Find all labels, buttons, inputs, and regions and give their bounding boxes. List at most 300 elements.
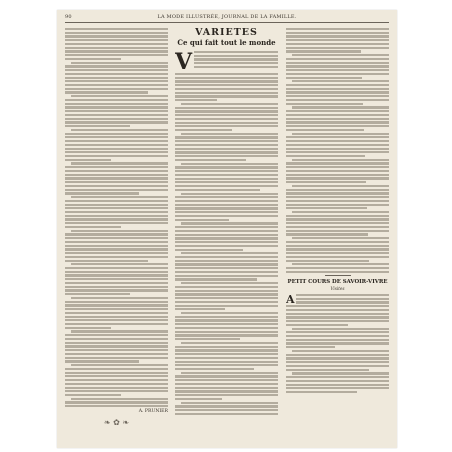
- text-line: [175, 293, 278, 295]
- text-line: [65, 65, 168, 67]
- text-line: [286, 174, 389, 176]
- text-line: [286, 121, 389, 123]
- text-line: [292, 54, 389, 56]
- text-line: [65, 233, 168, 235]
- text-line: [286, 354, 389, 356]
- text-line: [286, 313, 389, 315]
- text-line: [175, 331, 278, 333]
- text-line: [286, 62, 389, 64]
- text-line: [65, 342, 168, 344]
- text-line: [286, 110, 389, 112]
- text-line: [65, 185, 168, 187]
- text-line: [65, 293, 130, 295]
- text-line: [175, 189, 260, 191]
- text-line: [286, 339, 389, 341]
- text-line: [71, 297, 168, 299]
- text-line: [65, 338, 168, 340]
- text-line: [65, 274, 168, 276]
- text-line: [175, 353, 278, 355]
- text-line: [175, 84, 278, 86]
- text-line: [296, 294, 389, 296]
- text-line: [292, 159, 389, 161]
- text-line: [286, 118, 389, 120]
- text-line: [286, 215, 389, 217]
- text-line: [71, 129, 168, 131]
- text-line: [175, 349, 278, 351]
- text-line: [286, 95, 389, 97]
- text-line: [286, 43, 389, 45]
- text-line: [175, 129, 232, 131]
- text-line: [65, 77, 168, 79]
- text-line: [292, 328, 389, 330]
- text-line: [175, 394, 278, 396]
- text-line: [286, 248, 389, 250]
- text-line: [65, 360, 139, 362]
- text-line: [71, 162, 168, 164]
- text-line: [286, 196, 389, 198]
- text-line: [175, 364, 278, 366]
- text-line: [286, 47, 389, 49]
- tailpiece-ornament: ❧ ✿ ❧: [103, 417, 130, 427]
- text-line: [65, 140, 168, 142]
- text-line: [175, 275, 278, 277]
- text-line: [175, 219, 229, 221]
- text-line: [286, 166, 389, 168]
- text-line: [65, 319, 168, 321]
- header-rule: [65, 22, 389, 23]
- text-column-middle: [175, 28, 278, 438]
- text-line: [65, 308, 168, 310]
- text-line: [175, 286, 278, 288]
- text-line: [71, 364, 168, 366]
- text-line: [175, 398, 222, 400]
- text-line: [175, 148, 278, 150]
- text-line: [286, 245, 389, 247]
- text-column-right: [286, 28, 389, 438]
- text-line: [175, 319, 278, 321]
- text-line: [65, 211, 168, 213]
- text-line: [175, 110, 278, 112]
- text-line: [65, 28, 168, 30]
- text-line: [65, 394, 121, 396]
- text-line: [65, 401, 168, 403]
- text-line: [65, 58, 121, 60]
- text-line: [65, 215, 168, 217]
- text-line: [175, 237, 278, 239]
- text-line: [181, 103, 278, 105]
- text-line: [65, 88, 168, 90]
- text-line: [292, 106, 389, 108]
- text-line: [292, 211, 389, 213]
- text-line: [286, 151, 389, 153]
- text-line: [65, 316, 168, 318]
- text-line: [286, 65, 389, 67]
- text-line: [175, 405, 278, 407]
- text-line: [286, 305, 389, 307]
- text-line: [65, 304, 168, 306]
- text-line: [286, 77, 362, 79]
- text-line: [175, 409, 278, 411]
- text-line: [175, 278, 257, 280]
- text-line: [65, 323, 168, 325]
- text-line: [175, 151, 278, 153]
- text-line: [65, 353, 168, 355]
- text-line: [71, 263, 168, 265]
- text-line: [65, 106, 168, 108]
- running-header: [65, 14, 389, 21]
- text-line: [175, 77, 278, 79]
- text-line: [181, 222, 278, 224]
- text-line: [65, 73, 168, 75]
- text-line: [65, 204, 168, 206]
- text-line: [65, 84, 168, 86]
- text-line: [65, 80, 168, 82]
- text-line: [194, 58, 278, 60]
- text-line: [286, 218, 389, 220]
- text-line: [286, 226, 389, 228]
- text-line: [65, 312, 168, 314]
- text-line: [194, 55, 278, 57]
- text-line: [65, 181, 168, 183]
- text-line: [175, 379, 278, 381]
- text-line: [286, 99, 389, 101]
- text-line: [65, 103, 168, 105]
- text-line: [286, 144, 389, 146]
- text-line: [286, 200, 389, 202]
- text-line: [65, 252, 168, 254]
- text-line: [194, 62, 278, 64]
- text-line: [286, 69, 389, 71]
- text-line: [65, 47, 168, 49]
- text-line: [175, 323, 278, 325]
- text-line: [175, 181, 278, 183]
- text-line: [181, 163, 278, 165]
- text-line: [65, 390, 168, 392]
- text-line: [65, 50, 168, 52]
- text-line: [71, 398, 168, 400]
- text-line: [65, 133, 168, 135]
- text-line: [65, 267, 168, 269]
- text-line: [175, 249, 243, 251]
- text-line: [181, 282, 278, 284]
- text-line: [194, 51, 278, 53]
- text-line: [71, 196, 168, 198]
- text-line: [65, 174, 168, 176]
- text-line: [175, 267, 278, 269]
- text-line: [65, 170, 168, 172]
- text-line: [286, 309, 389, 311]
- text-line: [65, 91, 148, 93]
- text-line: [175, 144, 278, 146]
- text-line: [292, 185, 389, 187]
- section-subtitle: Ce qui fait tout le monde: [177, 38, 276, 47]
- text-line: [175, 383, 278, 385]
- text-line: [175, 107, 278, 109]
- text-line: [175, 297, 278, 299]
- text-line: [65, 226, 121, 228]
- text-line: [175, 338, 240, 340]
- text-line: [175, 290, 278, 292]
- text-line: [286, 204, 389, 206]
- text-line: [286, 357, 389, 359]
- text-line: [65, 166, 168, 168]
- text-line: [286, 316, 389, 318]
- text-line: [175, 271, 278, 273]
- text-line: [175, 375, 278, 377]
- text-line: [71, 95, 168, 97]
- text-line: [286, 136, 389, 138]
- text-line: [286, 170, 389, 172]
- text-line: [71, 330, 168, 332]
- article-subtitle: Visites: [330, 285, 345, 291]
- text-line: [286, 103, 363, 105]
- text-line: [175, 80, 278, 82]
- text-line: [286, 369, 369, 371]
- text-line: [65, 69, 168, 71]
- section-title: VARIÉTÉS: [195, 28, 258, 38]
- text-line: [65, 379, 168, 381]
- text-line: [286, 233, 368, 235]
- text-line: [175, 226, 278, 228]
- text-line: [175, 346, 278, 348]
- text-line: [175, 159, 246, 161]
- text-column-left: [65, 28, 168, 438]
- text-line: [286, 207, 367, 209]
- text-line: [175, 178, 278, 180]
- text-line: [65, 155, 168, 157]
- text-line: [65, 32, 168, 34]
- text-line: [181, 372, 278, 374]
- text-line: [296, 298, 389, 300]
- text-line: [175, 357, 278, 359]
- text-line: [65, 177, 168, 179]
- text-line: [286, 91, 389, 93]
- text-line: [65, 35, 168, 37]
- text-line: [65, 405, 168, 407]
- text-line: [286, 177, 389, 179]
- text-line: [181, 342, 278, 344]
- text-line: [286, 391, 357, 393]
- text-line: [286, 342, 389, 344]
- text-line: [286, 35, 389, 37]
- text-line: [65, 245, 168, 247]
- text-line: [175, 215, 278, 217]
- text-line: [292, 350, 389, 352]
- text-line: [286, 365, 389, 367]
- text-line: [286, 189, 389, 191]
- text-line: [65, 286, 168, 288]
- text-line: [286, 260, 369, 262]
- text-line: [65, 39, 168, 41]
- text-line: [286, 241, 389, 243]
- text-line: [175, 118, 278, 120]
- text-line: [175, 136, 278, 138]
- text-line: [65, 349, 168, 351]
- text-line: [175, 196, 278, 198]
- text-line: [181, 133, 278, 135]
- text-line: [65, 248, 168, 250]
- text-line: [65, 271, 168, 273]
- text-line: [286, 148, 389, 150]
- text-line: [65, 43, 168, 45]
- text-line: [175, 327, 278, 329]
- journal-title: LA MODE ILLUSTRÉE, JOURNAL DE LA FAMILLE.: [157, 14, 297, 20]
- text-line: [286, 324, 348, 326]
- text-line: [286, 271, 389, 273]
- text-line: [286, 114, 389, 116]
- text-line: [65, 207, 168, 209]
- article-title: PETIT COURS DE SAVOIR-VIVRE: [287, 278, 388, 285]
- text-line: [286, 88, 389, 90]
- text-line: [175, 301, 278, 303]
- text-line: [175, 390, 278, 392]
- text-line: [175, 241, 278, 243]
- text-line: [175, 170, 278, 172]
- text-line: [286, 125, 389, 127]
- text-line: [65, 151, 168, 153]
- text-line: [286, 256, 389, 258]
- text-line: [286, 380, 389, 382]
- text-line: [65, 148, 168, 150]
- text-line: [286, 58, 389, 60]
- text-line: [175, 99, 217, 101]
- text-line: [175, 245, 278, 247]
- text-line: [286, 222, 389, 224]
- text-line: [65, 368, 168, 370]
- text-line: [286, 387, 389, 389]
- text-line: [286, 129, 364, 131]
- text-line: [175, 308, 225, 310]
- text-line: [65, 125, 130, 127]
- text-line: [175, 155, 278, 157]
- text-line: [65, 357, 168, 359]
- text-line: [65, 383, 168, 385]
- text-line: [65, 222, 168, 224]
- text-line: [65, 282, 168, 284]
- text-line: [175, 166, 278, 168]
- text-line: [181, 193, 278, 195]
- text-line: [175, 122, 278, 124]
- text-line: [292, 372, 389, 374]
- text-line: [181, 252, 278, 254]
- text-line: [65, 345, 168, 347]
- text-line: [175, 334, 278, 336]
- text-line: [175, 140, 278, 142]
- text-line: [286, 155, 365, 157]
- text-line: [286, 28, 389, 30]
- text-line: [65, 334, 168, 336]
- text-line: [65, 237, 168, 239]
- text-line: [175, 256, 278, 258]
- text-line: [65, 301, 168, 303]
- text-line: [65, 159, 111, 161]
- text-line: [286, 39, 389, 41]
- text-line: [286, 192, 389, 194]
- text-line: [175, 387, 278, 389]
- text-line: [65, 99, 168, 101]
- text-line: [194, 66, 278, 68]
- text-line: [175, 211, 278, 213]
- text-line: [175, 368, 254, 370]
- column-signature: A. PRUNIER: [138, 408, 168, 414]
- text-line: [65, 256, 168, 258]
- text-line: [175, 114, 278, 116]
- text-line: [65, 278, 168, 280]
- text-line: [175, 95, 278, 97]
- text-line: [286, 335, 389, 337]
- article-drop-cap: A: [286, 293, 295, 306]
- text-line: [175, 88, 278, 90]
- text-line: [65, 200, 168, 202]
- text-line: [286, 320, 389, 322]
- text-line: [292, 237, 389, 239]
- text-line: [175, 361, 278, 363]
- text-line: [65, 289, 168, 291]
- text-line: [286, 84, 389, 86]
- text-line: [175, 260, 278, 262]
- text-line: [175, 234, 278, 236]
- text-line: [286, 252, 389, 254]
- text-line: [65, 118, 168, 120]
- text-line: [286, 181, 366, 183]
- drop-cap: V: [175, 51, 193, 73]
- text-line: [65, 372, 168, 374]
- text-line: [65, 375, 168, 377]
- text-line: [175, 73, 278, 75]
- text-line: [175, 305, 278, 307]
- text-line: [286, 140, 389, 142]
- text-line: [286, 267, 389, 269]
- text-line: [65, 114, 168, 116]
- text-line: [71, 230, 168, 232]
- text-line: [175, 174, 278, 176]
- text-line: [181, 312, 278, 314]
- text-line: [71, 62, 168, 64]
- text-line: [175, 92, 278, 94]
- text-line: [286, 73, 389, 75]
- text-line: [65, 144, 168, 146]
- magazine-page: [57, 10, 397, 448]
- text-line: [286, 32, 389, 34]
- text-line: [286, 162, 389, 164]
- text-line: [175, 125, 278, 127]
- text-line: [175, 263, 278, 265]
- text-line: [286, 384, 389, 386]
- text-line: [65, 54, 168, 56]
- text-line: [65, 192, 139, 194]
- text-line: [175, 185, 278, 187]
- text-line: [65, 327, 111, 329]
- text-line: [286, 376, 389, 378]
- text-line: [175, 207, 278, 209]
- text-line: [175, 204, 278, 206]
- text-line: [175, 200, 278, 202]
- text-line: [65, 241, 168, 243]
- page-number: 90: [65, 14, 72, 20]
- text-line: [286, 331, 389, 333]
- text-line: [292, 80, 389, 82]
- text-line: [286, 346, 335, 348]
- text-line: [65, 136, 168, 138]
- text-line: [175, 230, 278, 232]
- text-line: [65, 121, 168, 123]
- text-line: [286, 230, 389, 232]
- text-line: [292, 263, 389, 265]
- text-line: [65, 260, 148, 262]
- text-line: [65, 218, 168, 220]
- text-line: [296, 301, 389, 303]
- text-line: [175, 316, 278, 318]
